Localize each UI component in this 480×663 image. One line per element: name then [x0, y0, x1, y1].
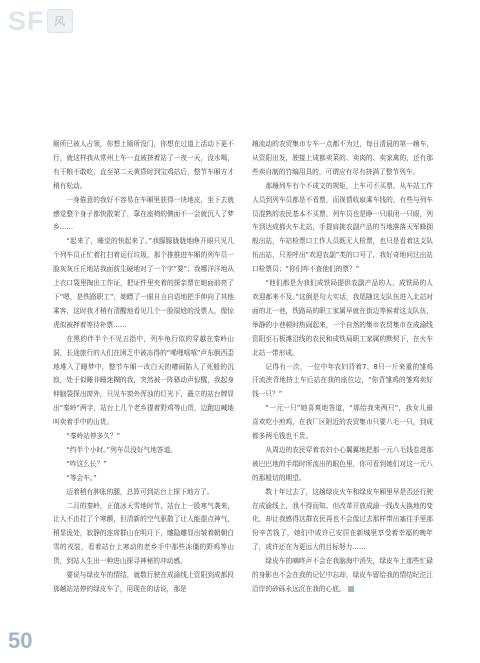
paragraph: 那趟列车有个不成文的规矩，上车可不买票，从车站工作人员到列车员都是不看票，而视情收取乘车钱的，有些与列车员混熟的农民基本不买票，列车员也是睁一只眼闭一只眼，列车到达成都火车北站，手提肩挑农副产品的当地落落天军蜂拥般出站，车站检票口工作人员既无人检票，也只是看着这支队伍出站，只差呼出“欢迎农副”类的口号了，我好奇地问过出站口检票员；“你们咋不查他们的票？” — [252, 181, 433, 274]
paragraph: 二月的秦岭，正值冰天雪地时节，站台上一股寒气袭来，让人不由打了个寒颤，但清新的空气驱散了让人能提点神气，稍显诡处，寂静的连席群山在明月下，雕隐雕显出皱着朝朝白雪的戎装，看着站台上寒动的老乡手中那些冻僵的野鸡等山货，到站人生出一种进山探寻神秘的冲动感。 — [53, 501, 234, 566]
paragraph: 迈着稍有肿胀的腿，总算可到站台上探下地方了。 — [66, 487, 214, 496]
article-end-icon — [348, 586, 354, 592]
paragraph: “咋这么长？” — [66, 459, 107, 468]
paragraph: “一元一只”她喜爽地答道，“那给我来两只”，我女儿最喜欢吃小煎鸡，在我厂区附近的农贸集市只要八毛一只，到成都多两毛钱也不贵。 — [252, 404, 433, 441]
paragraph: 绿皮车的嘀咚声不会在我脑海中消失，绿皮车上那些忙碌的身影也不会在我的记忆中忘却，绿皮车留给我的情结纪沱江沿岸的砂砾永远沉在我的心底。 — [252, 557, 433, 593]
paragraph: 趟流动的农贸集市专车一点都不为过，每日清晨的第一趟车，从资阳出发，驶接上成都卖菜的、卖肉的、卖家禽的，还有那些卖自制的竹编用具的，可谓应有尽有挤满了整节列车。 — [252, 140, 433, 176]
paragraph: “等会车。” — [66, 473, 97, 482]
logo-mark-icon: 风 — [47, 9, 73, 33]
logo-text: SF — [8, 6, 45, 36]
paragraph: 厕所已被人占领，你想上厕所没门，你想在过道上活动下更不行，就这样我从常州上车一直被挤着站了一夜一天，没水喝，有干粮不敢吃，直至第二天黄昏时到宝鸡站后，整节车厢方才稍有松动。 — [53, 140, 234, 190]
paragraph: 从周边的农民穿着农妇小心翼翼地把那一元八毛钱卷进那被巴巴地的手绢时所流出的眼色里，你可看到她们对这一元八的那般切的期望。 — [252, 445, 433, 482]
paragraph: 数十年过去了，这趟绿皮火车和绿皮车厢里早是否还行驶在成渝线上，我不得而知。但改革开放成渝一线改天换地的变化，却让我感得这群农民再也不会像过去那样带出塞往手里那份辛苦钱了，她们中或许已安居在新城里享受着幸福的晚年了，或许还在为更远大的目标努力…… — [252, 487, 433, 552]
page-number: 50 — [8, 628, 33, 653]
article-column-left — [53, 138, 234, 646]
paragraph: “起来了，睡觉的快起来了。”我朦朦胧胧地睁开眼只见几个列车员正忙着打扫着运行垃圾，那个推推进车厢的列车员一脸灰灰丘丘地站我面前生硬地对了一个字“要”；我哪洋洋地从上衣口袋里掏出工作证，把证件里夹着的探亲票在她面前亮了下“嗯，是铁路职工”，她瞟了一眼自言自语地把手伸向了其他乘客，这时我才稍有清醒地看见几个一脸瑞尬的没票人，像惊虎似被押着等待补票…… — [53, 237, 234, 329]
magazine-logo — [8, 6, 104, 36]
paragraph: “秦岭站停多久？” — [66, 432, 121, 441]
paragraph: 要说与绿皮车的情结，就数行驶在成渝线上资阳到成都段那趟站站停的绿皮车了，用现在的话说，那是 — [53, 571, 234, 593]
article-body — [53, 138, 433, 646]
paragraph: 在黑的伴半个不见五指中，列车龟行似的穿越在秦岭山洞，长途旅行的人们在困乏中被冻得的“唏哩嘻嘻”声东倒西歪地堆入了睡梦中，整节车厢一改白天的嘈闹陷入了死般的沉寂，处于似睡非睡迷糊的我，突然被一阵骚动声惊醒，我起身伸脑袋探出窗外，只见车窗外浑浊的灯光下，矗立的站台牌显出“秦岭”两字，站台上几个老乡提着野鸡等山货，边跑边喊地叫卖着手中的山货。 — [53, 334, 234, 427]
paragraph: “他们都是为我们成铁局提供农副产品的人，成铁局的人欢迎都来不及。”这倒是句大实话，我尾随这支队伍进入北站对面的北一巷，铁路局的职工家属早就在街边等候着这支队伍，举静的小巷顿时热闹起来，一个自然的集市农贸集市在成渝线资阳至石板滩沿线的农民和成铁局职工家属的默契下，在火车北站一带形成。 — [252, 279, 433, 357]
paragraph: 一身倦意的我好不容易在车厢里获得一块地皮，坐下去就感觉整个身子都快散架了，靠在座椅的侧面不一会就沉入了梦乡…… — [53, 195, 234, 232]
article-column-right — [252, 138, 433, 646]
paragraph: “约半个小时。”列车员没好气地答道。 — [66, 445, 177, 454]
paragraph: 记得有一次，一位中年农妇背着7、8只一斤来重的雏鸡汗流浃背地挤上车后站在我的座位边，“你背雏鸡的雏鸡卖好钱一只？” — [252, 362, 433, 399]
